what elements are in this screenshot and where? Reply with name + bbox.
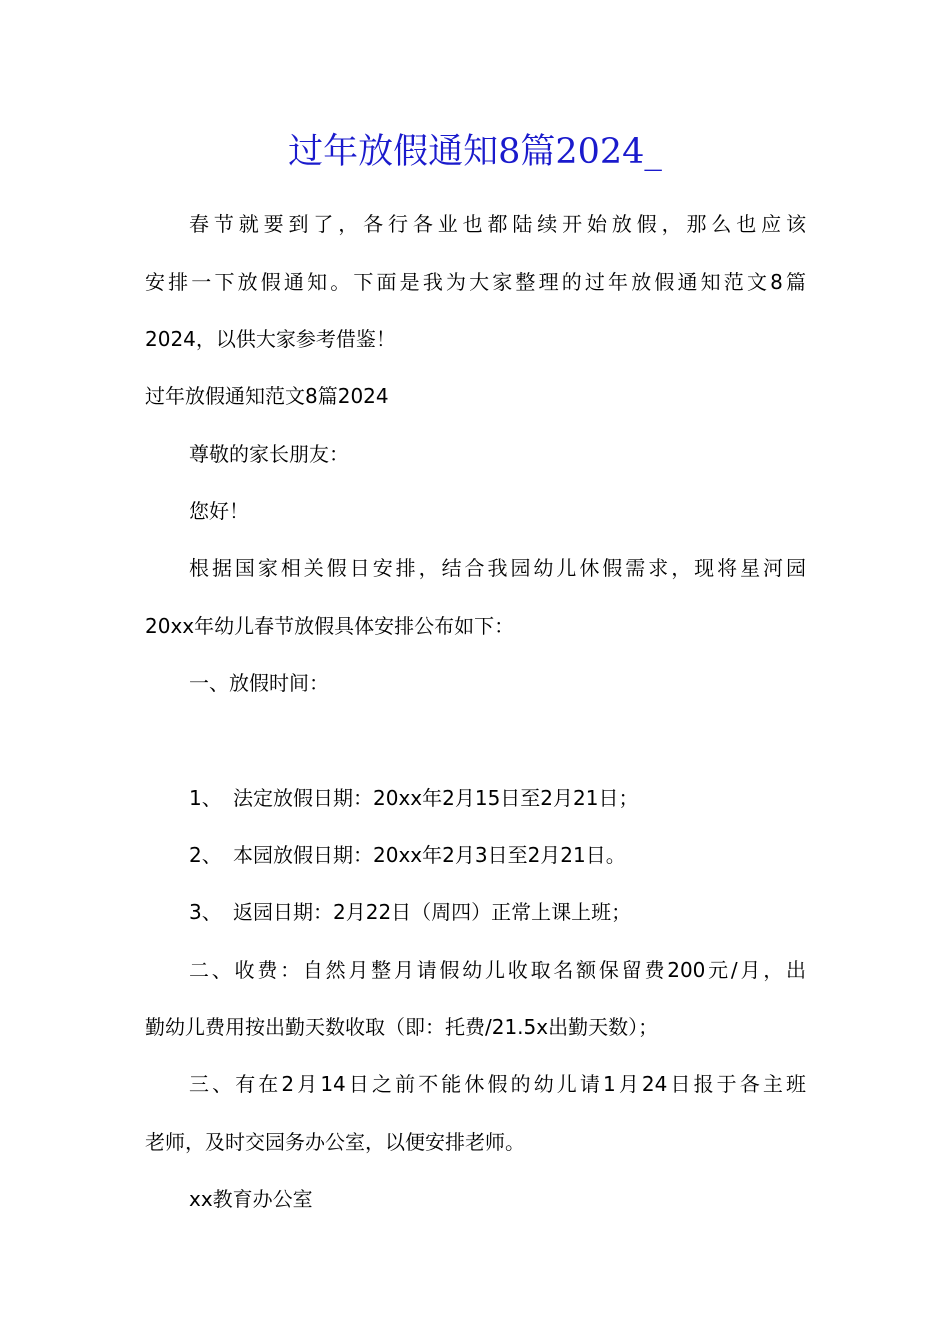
item-three-line-2: 老师，及时交园务办公室，以便安排老师。	[145, 1130, 525, 1154]
list-item-number: 3、	[189, 900, 222, 924]
document-title: 过年放假通知8篇2024_	[288, 132, 662, 172]
item-two-line-1: 二、收费：自然月整月请假幼儿收取名额保留费200元/月，出	[189, 958, 806, 982]
greeting: 您好！	[189, 499, 249, 523]
list-item-number: 2、	[189, 843, 222, 867]
item-one-heading: 一、放假时间：	[189, 671, 329, 695]
list-item-text: 返园日期：2月22日（周四）正常上课上班；	[233, 900, 632, 924]
intro-line-1: 春节就要到了，各行各业也都陆续开始放假，那么也应该	[189, 212, 806, 236]
intro-line-2: 安排一下放假通知。下面是我为大家整理的过年放假通知范文8篇	[145, 270, 806, 294]
list-item-number: 1、	[189, 786, 222, 810]
salutation: 尊敬的家长朋友：	[189, 442, 349, 466]
body-line-2: 20xx年幼儿春节放假具体安排公布如下：	[145, 614, 515, 638]
section-heading: 过年放假通知范文8篇2024	[145, 384, 389, 408]
list-item-text: 法定放假日期：20xx年2月15日至2月21日；	[233, 786, 639, 810]
list-item-text: 本园放假日期：20xx年2月3日至2月21日。	[233, 843, 626, 867]
item-three-line-1: 三、有在2月14日之前不能休假的幼儿请1月24日报于各主班	[189, 1072, 806, 1096]
intro-line-3: 2024，以供大家参考借鉴！	[145, 327, 396, 351]
body-line-1: 根据国家相关假日安排，结合我园幼儿休假需求，现将星河园	[189, 556, 806, 580]
signature: xx教育办公室	[189, 1187, 313, 1211]
item-two-line-2: 勤幼儿费用按出勤天数收取（即：托费/21.5x出勤天数）；	[145, 1015, 659, 1039]
